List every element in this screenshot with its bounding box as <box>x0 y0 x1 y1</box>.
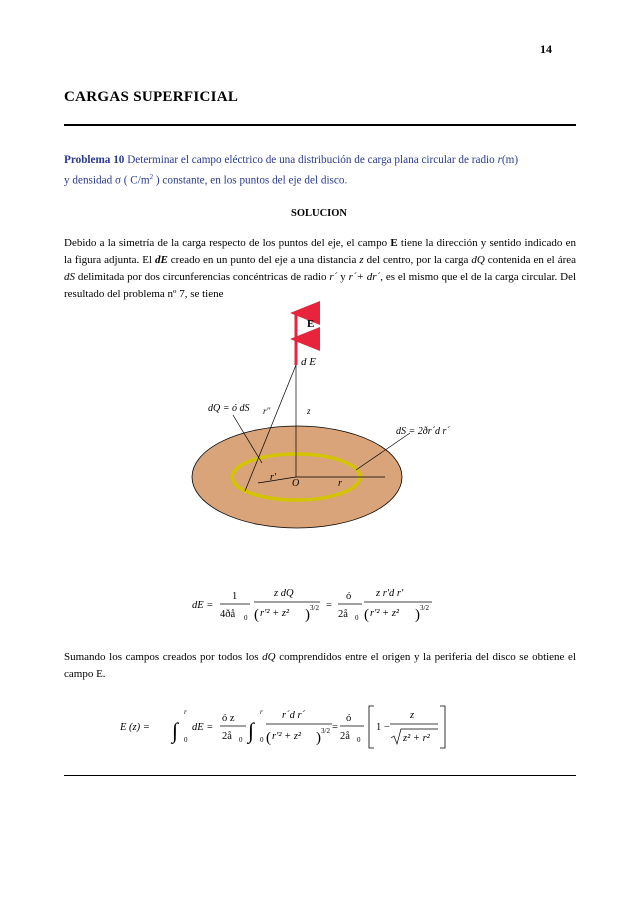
problem-r-symbol: r <box>497 154 502 166</box>
eq1-f2-num: z dQ <box>274 588 294 599</box>
eq2-int1-body: dE = <box>192 722 214 733</box>
svg-text:): ) <box>316 730 321 746</box>
eq2-f4-den: z² + r² <box>403 733 430 744</box>
eq1-f2-den: r'² + z² <box>260 608 290 619</box>
eq2-f1-sub: 0 <box>239 736 243 744</box>
p1-r1: r´ <box>329 271 338 283</box>
p1-text-1: Debido a la simetría de la carga respecto de los puntos del eje, el campo <box>64 237 391 249</box>
equation-Ez <box>110 700 460 760</box>
label-E: E <box>307 318 315 330</box>
p1-dS: dS <box>64 271 75 283</box>
eq1-f3-num: ó <box>346 591 352 602</box>
p1-text-4: del centro, por la carga <box>363 254 472 266</box>
problem-label: Problema 10 <box>64 154 125 166</box>
label-dQ: dQ = ó dS <box>208 403 250 414</box>
label-r-double-prime: r'' <box>263 406 271 416</box>
eq2-f2-den: r'² + z² <box>272 731 302 742</box>
p1-dE: dE <box>154 254 168 266</box>
eq2-f3-num: ó <box>346 713 352 724</box>
svg-text:(: ( <box>266 730 271 746</box>
eq1-equals: = <box>326 600 332 611</box>
p2-dQ: dQ <box>262 651 276 663</box>
problem-r-unit: (m) <box>501 154 519 166</box>
p1-text-7: y <box>337 271 349 283</box>
label-z: z <box>307 406 311 416</box>
p1-text-6: delimitada por dos circunferencias concéntricas de radio <box>75 271 330 283</box>
solution-heading: SOLUCION <box>290 208 347 219</box>
p1-text-2: tiene la dirección y sentido indicado en la figura adjunta. El <box>64 237 576 266</box>
label-O: O <box>292 478 300 489</box>
eq2-int2-lower: 0 <box>260 736 264 744</box>
problem-text: Determinar el campo eléctrico de una distribución de carga plana circular de radio <box>124 154 498 166</box>
top-divider <box>64 124 576 126</box>
label-dE: d E <box>301 356 316 368</box>
problem-statement <box>64 152 576 190</box>
label-r-prime: r' <box>270 472 277 483</box>
eq1-lhs: dE = <box>192 600 214 611</box>
p1-E: E <box>390 237 398 249</box>
eq1-f1-sub: 0 <box>244 614 248 622</box>
p1-r2: r´+ dr´ <box>348 271 381 283</box>
p2-text-1: Sumando los campos creados por todos los <box>64 651 263 663</box>
problem-line2-sup: 2 <box>149 173 154 181</box>
eq2-int2-upper: r <box>260 708 263 716</box>
label-r: r <box>338 478 342 489</box>
eq2-f3-den: 2å <box>340 731 350 742</box>
eq2-int1-lower: 0 <box>184 736 188 744</box>
disk-figure <box>190 305 450 555</box>
svg-text:): ) <box>305 607 310 623</box>
equation-dE <box>150 580 450 630</box>
eq2-bracket-one: 1 − <box>376 722 390 733</box>
eq2-f4-num: z <box>410 710 415 721</box>
eq1-f4-num: z r'd r' <box>376 588 404 599</box>
eq2-int1-upper: r <box>184 708 187 716</box>
eq1-f3-sub: 0 <box>355 614 359 622</box>
section-title: CARGAS SUPERFICIAL <box>64 89 239 105</box>
eq1-f4-exp: 3/2 <box>420 604 429 612</box>
problem-line2-a: y densidad σ ( C/m <box>64 174 150 187</box>
eq2-f2-exp: 3/2 <box>321 727 330 735</box>
eq2-f1-den: 2å <box>222 731 232 742</box>
eq2-equals: = <box>332 722 338 733</box>
eq1-f4-den: r'² + z² <box>370 608 400 619</box>
paragraph-2 <box>64 649 576 683</box>
eq2-f2-num: r´d r´ <box>282 710 306 721</box>
label-dS: dS = 2ðr´d r´ <box>396 426 450 437</box>
svg-text:∫: ∫ <box>248 718 255 743</box>
svg-text:): ) <box>415 607 420 623</box>
problem-line2-b: ) constante, en los puntos del eje del disco. <box>153 174 348 187</box>
svg-text:(: ( <box>364 607 369 623</box>
p1-text-5: contenida en el área <box>484 254 577 266</box>
p1-z: z <box>359 254 364 266</box>
eq1-f2-exp: 3/2 <box>310 604 319 612</box>
p1-text-3: creado en un punto del eje a una distancia <box>167 254 360 266</box>
page-number: 14 <box>540 42 552 56</box>
eq2-lhs: E (z) = <box>120 722 150 733</box>
paragraph-1 <box>64 235 576 303</box>
svg-text:(: ( <box>254 607 259 623</box>
eq1-f3-den: 2å <box>338 609 348 620</box>
eq1-f1-den: 4ðå <box>220 609 236 620</box>
eq1-f1-num: 1 <box>232 591 238 602</box>
p1-dQ: dQ <box>471 254 485 266</box>
p2-text-2: comprendidos entre el origen y la periferia del disco se obtiene el campo E. <box>64 651 576 680</box>
bottom-divider <box>64 775 576 776</box>
eq2-f1-num: ó z <box>222 713 235 724</box>
p1-text-8: , es el mismo que el de la carga circular. Del resultado del problema nº 7, se tiene <box>64 271 577 300</box>
svg-text:∫: ∫ <box>172 718 179 743</box>
eq2-f3-sub: 0 <box>357 736 361 744</box>
